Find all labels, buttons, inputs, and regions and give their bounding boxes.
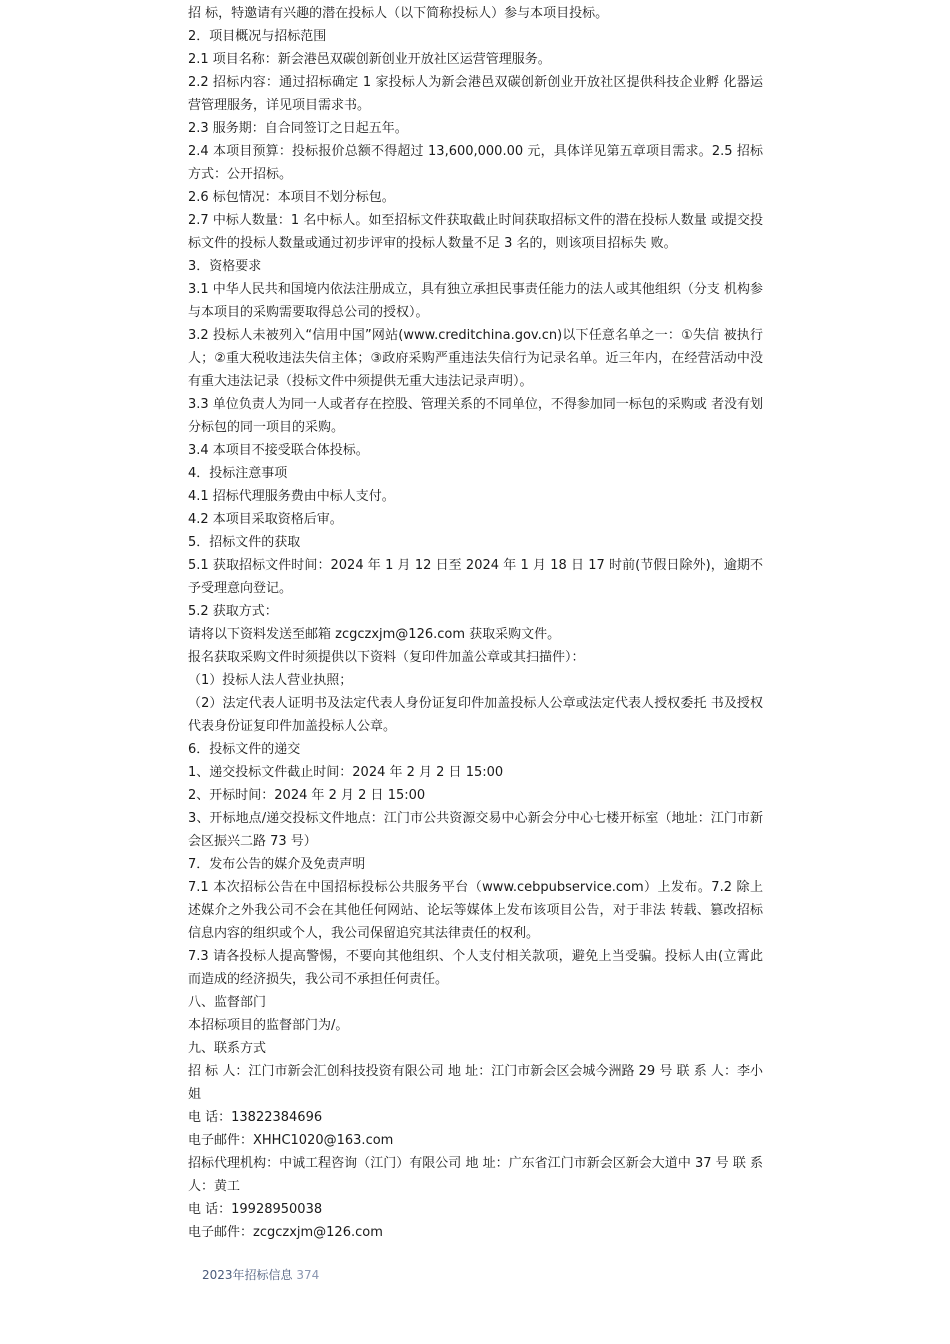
section-heading: 八、监督部门 [188,995,267,1010]
section-heading: 5．招标文件的获取 [188,535,301,550]
agency-email: 电子邮件：zcgczxjm@126.com [188,1225,383,1240]
section-heading: 7．发布公告的媒介及免责声明 [188,857,366,872]
qualification-item: 3.2 投标人未被列入“信用中国”网站(www.creditchina.gov.cn)以下任意名单之一：①失信 被执行人；②重大税收违法失信主体；③政府采购严重违法失信行为记录名单。近三年内，在经营活动中没有重大违法记录（投标文件中须提供无重大违法记录声明）。 [188,328,763,389]
document-body [188,2,763,1244]
opening-location: 3、开标地点/递交投标文件地点：江门市公共资源交易中心新会分中心七楼开标室（地址：江门市新会区振兴二路 73 号） [188,811,763,849]
supervision-text: 本招标项目的监督部门为/。 [188,1018,349,1033]
required-material-item: （1）投标人法人营业执照； [188,673,353,688]
service-period: 2.3 服务期：自合同签订之日起五年。 [188,121,408,136]
media-statement: 7.1 本次招标公告在中国招标投标公共服务平台（www.cebpubservice.com）上发布。7.2 除上述媒介之外我公司不会在其他任何网站、论坛等媒体上发布该项目公告，对于非法 转载、篡改招标信息内容的组织或个人，我公司保留追究其法律责任的权利。 [188,880,763,941]
section-heading: 4．投标注意事项 [188,466,288,481]
footer-label: 2023年招标信息 [202,1268,293,1282]
notice-item: 4.1 招标代理服务费由中标人支付。 [188,489,395,504]
agency-contact: 招标代理机构：中诚工程咨询（江门）有限公司 地 址：广东省江门市新会区新会大道中 37 号 联 系 人：黄工 [188,1156,763,1194]
section-heading: 6．投标文件的递交 [188,742,301,757]
acquisition-time: 5.1 获取招标文件时间：2024 年 1 月 12 日至 2024 年 1 月 18 日 17 时前(节假日除外)，逾期不予受理意向登记。 [188,558,763,596]
acquisition-email: 请将以下资料发送至邮箱 zcgczxjm@126.com 获取采购文件。 [188,627,561,642]
opening-time: 2、开标时间：2024 年 2 月 2 日 15:00 [188,788,426,803]
section-heading: 3．资格要求 [188,259,262,274]
qualification-item: 3.4 本项目不接受联合体投标。 [188,443,369,458]
tenderer-contact: 招 标 人：江门市新会汇创科技投资有限公司 地 址：江门市新会区会城今洲路 29 号 联 系 人：李小姐 [188,1064,763,1102]
tenderer-email: 电子邮件：XHHC1020@163.com [188,1133,394,1148]
lot-info: 2.6 标包情况：本项目不划分标包。 [188,190,395,205]
page-footer [202,1266,319,1284]
agency-phone: 电 话：19928950038 [188,1202,323,1217]
section-heading: 2．项目概况与招标范围 [188,29,327,44]
notice-item: 4.2 本项目采取资格后审。 [188,512,343,527]
required-materials: 报名获取采购文件时须提供以下资料（复印件加盖公章或其扫描件）： [188,650,585,665]
intro-text: 招 标，特邀请有兴趣的潜在投标人（以下简称投标人）参与本项目投标。 [188,6,609,21]
tender-content: 2.2 招标内容：通过招标确定 1 家投标人为新会港邑双碳创新创业开放社区提供科技企业孵 化器运营管理服务，详见项目需求书。 [188,75,763,113]
submission-deadline: 1、递交投标文件截止时间：2024 年 2 月 2 日 15:00 [188,765,504,780]
acquisition-method: 5.2 获取方式： [188,604,278,619]
project-name: 2.1 项目名称：新会港邑双碳创新创业开放社区运营管理服务。 [188,52,551,67]
section-heading: 九、联系方式 [188,1041,267,1056]
disclaimer: 7.3 请各投标人提高警惕，不要向其他组织、个人支付相关款项，避免上当受骗。投标人由(立霄此而造成的经济损失，我公司不承担任何责任。 [188,949,763,987]
project-budget: 2.4 本项目预算：投标报价总额不得超过 13,600,000.00 元，具体详见第五章项目需求。2.5 招标方式：公开招标。 [188,144,763,182]
page-number: 374 [296,1268,320,1282]
qualification-item: 3.1 中华人民共和国境内依法注册成立，具有独立承担民事责任能力的法人或其他组织（分支 机构参与本项目的采购需要取得总公司的授权）。 [188,282,763,320]
qualification-item: 3.3 单位负责人为同一人或者存在控股、管理关系的不同单位，不得参加同一标包的采购或 者没有划分标包的同一项目的采购。 [188,397,763,435]
required-material-item: （2）法定代表人证明书及法定代表人身份证复印件加盖投标人公章或法定代表人授权委托 书及授权代表身份证复印件加盖投标人公章。 [188,696,763,734]
tenderer-phone: 电 话：13822384696 [188,1110,323,1125]
winner-count: 2.7 中标人数量：1 名中标人。如至招标文件获取截止时间获取招标文件的潜在投标人数量 或提交投标文件的投标人数量或通过初步评审的投标人数量不足 3 名的，则该项目招标失 败。 [188,213,763,251]
